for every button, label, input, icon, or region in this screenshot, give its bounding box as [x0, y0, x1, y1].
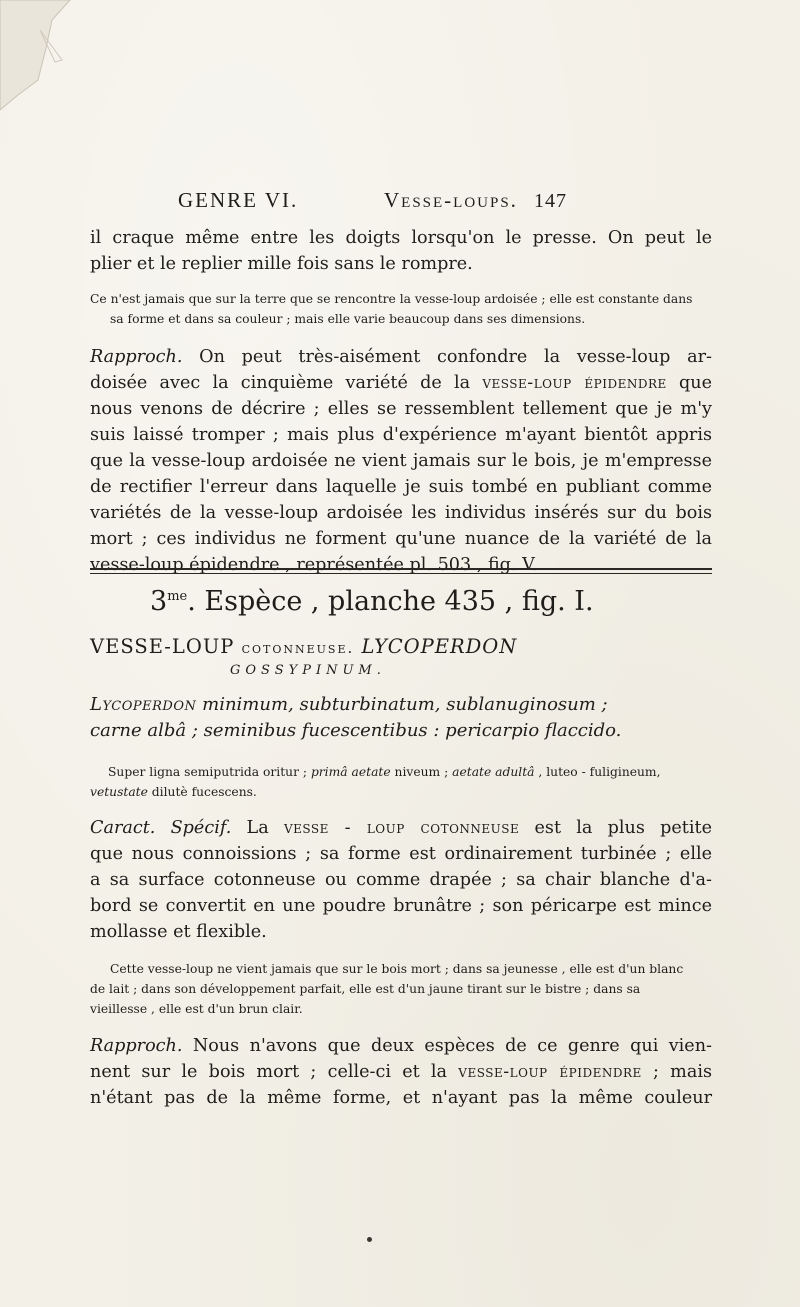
- footnote-line: vieillesse , elle est d'un brun clair.: [90, 1002, 303, 1016]
- body-line: nous venons de décrire ; elles se ressemblent tellement que je m'y: [90, 399, 712, 419]
- body-line: doisée avec la cinquième variété de la vesse-loup épidendre que: [90, 373, 712, 393]
- body-line: que la vesse-loup ardoisée ne vient jamais sur le bois, je m'empresse: [90, 451, 712, 471]
- latin-genus: LYCOPERDON: [361, 635, 518, 658]
- footnote-line: Super ligna semiputrida oritur ; primâ aetate niveum ; aetate adultâ , luteo - fuligineum,: [108, 765, 661, 779]
- species-title: $3^{me}$. Espèce , planche 435 , fig. I.: [150, 586, 594, 617]
- latin-description: carne albâ ; seminibus fucescentibus : pericarpio flaccido.: [90, 720, 622, 741]
- running-header: [178, 188, 638, 213]
- caract-label: Caract. Spécif.: [90, 818, 232, 838]
- header-genre: GENRE VI.: [178, 188, 299, 212]
- torn-corner: [0, 0, 140, 120]
- french-name: VESSE-LOUP: [90, 635, 235, 658]
- header-section: Vesse-loups.: [384, 188, 518, 212]
- species-name: [90, 635, 517, 658]
- body-line: il craque même entre les doigts lorsqu'on le presse. On peut le: [90, 228, 712, 248]
- body-line: mort ; ces individus ne forment qu'une nuance de la variété de la: [90, 529, 712, 549]
- body-line: nent sur le bois mort ; celle-ci et la vesse-loup épidendre ; mais: [90, 1062, 712, 1082]
- footnote-line: sa forme et dans sa couleur ; mais elle varie beaucoup dans ses dimensions.: [110, 312, 586, 326]
- ink-spot: [367, 1237, 372, 1242]
- body-line: bord se convertit en une poudre brunâtre ; son péricarpe est mince: [90, 896, 712, 916]
- footnote-line: Ce n'est jamais que sur la terre que se rencontre la vesse-loup ardoisée ; elle est constante dans: [90, 292, 693, 306]
- rapproch-label: Rapproch.: [90, 1036, 183, 1056]
- divider-thick: [90, 568, 712, 570]
- body-line: mollasse et flexible.: [90, 922, 267, 942]
- latin-description: Lycoperdon minimum, subturbinatum, sublanuginosum ;: [90, 694, 608, 715]
- body-line: de rectifier l'erreur dans laquelle je suis tombé en publiant comme: [90, 477, 712, 497]
- body-line: vesse-loup épidendre , représentée pl. 503 , fig. V.: [90, 555, 538, 575]
- divider-thin: [90, 573, 712, 574]
- body-line: a sa surface cotonneuse ou comme drapée ; sa chair blanche d'a-: [90, 870, 712, 890]
- french-adjective: cotonneuse.: [241, 639, 355, 657]
- caract-paragraph: Caract. Spécif. La vesse - loup cotonneuse est la plus petite: [90, 818, 712, 838]
- footnote-line: Cette vesse-loup ne vient jamais que sur le bois mort ; dans sa jeunesse , elle est d'un blanc: [110, 962, 684, 976]
- body-line: suis laissé tromper ; mais plus d'expérience m'ayant bientôt appris: [90, 425, 712, 445]
- rapproch-label: Rapproch.: [90, 347, 183, 367]
- footnote-line: de lait ; dans son développement parfait, elle est d'un jaune tirant sur le bistre ; dans sa: [90, 982, 641, 996]
- body-line: n'étant pas de la même forme, et n'ayant pas la même couleur: [90, 1088, 712, 1108]
- body-line: que nous connoissions ; sa forme est ordinairement turbinée ; elle: [90, 844, 712, 864]
- rapproch-paragraph: Rapproch. On peut très-aisément confondre la vesse-loup ar-: [90, 347, 712, 367]
- body-line: variétés de la vesse-loup ardoisée les individus insérés sur du bois: [90, 503, 712, 523]
- page-number: 147: [534, 190, 567, 212]
- body-line: plier et le replier mille fois sans le rompre.: [90, 254, 473, 274]
- latin-species: GOSSYPINUM.: [230, 663, 386, 678]
- rapproch-paragraph: Rapproch. Nous n'avons que deux espèces de ce genre qui vien-: [90, 1036, 712, 1056]
- footnote-line: vetustate dilutè fucescens.: [90, 785, 257, 799]
